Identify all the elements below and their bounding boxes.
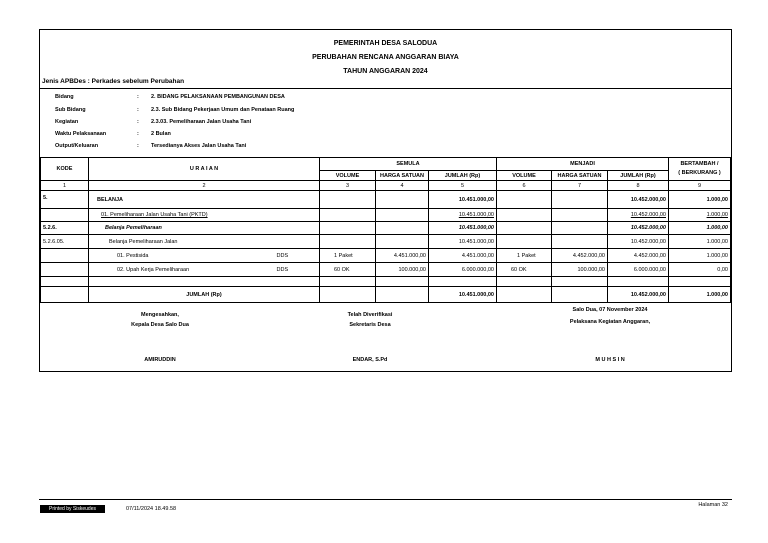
row-menjadi-jumlah: 10.452.000,00 bbox=[608, 222, 669, 235]
empty-cell bbox=[41, 287, 89, 303]
column-number-row bbox=[41, 181, 731, 191]
info-value: Tersedianya Akses Jalan Usaha Tani bbox=[151, 143, 247, 149]
row-uraian: BELANJA bbox=[89, 191, 320, 209]
col-number: 3 bbox=[320, 181, 376, 191]
col-number: 1 bbox=[41, 181, 89, 191]
row-semula-jumlah: 4.451.000,00 bbox=[429, 249, 497, 263]
signature-left-name: AMIRUDDIN bbox=[144, 357, 176, 363]
row-kode: 5.2.6.05. bbox=[41, 235, 89, 249]
signature-right-date: Salo Dua, 07 November 2024 bbox=[572, 307, 648, 313]
empty-cell bbox=[376, 209, 429, 222]
row-semula-harga: 100.000,00 bbox=[376, 263, 429, 277]
table-row bbox=[41, 222, 731, 235]
row-menjadi-volume: 60 OK bbox=[497, 263, 552, 277]
footer-divider bbox=[39, 499, 732, 500]
col-number: 9 bbox=[669, 181, 731, 191]
signature-mid-title1: Telah Diverifikasi bbox=[347, 312, 393, 318]
row-menjadi-jumlah: 10.452.000,00 bbox=[608, 235, 669, 249]
row-uraian: 01. Pestisida bbox=[89, 249, 275, 263]
signature-right-name: M U H S I N bbox=[595, 357, 625, 363]
col-menjadi: MENJADI bbox=[497, 158, 669, 171]
divider bbox=[40, 88, 731, 89]
empty-cell bbox=[320, 222, 376, 235]
signature-left-title2: Kepala Desa Salo Dua bbox=[131, 322, 189, 328]
empty-cell bbox=[320, 287, 376, 303]
header-line-1: PEMERINTAH DESA SALODUA bbox=[333, 40, 438, 47]
row-uraian: 02. Upah Kerja Pemeliharaan bbox=[89, 263, 275, 277]
info-key: Kegiatan bbox=[55, 119, 79, 125]
row-semula-volume: 60 OK bbox=[320, 263, 376, 277]
empty-cell bbox=[376, 287, 429, 303]
empty-cell bbox=[497, 191, 552, 209]
row-semula-jumlah: 10.451.000,00 bbox=[429, 209, 497, 222]
total-label: JUMLAH (Rp) bbox=[89, 287, 320, 303]
empty-cell bbox=[376, 235, 429, 249]
print-datetime: 07/11/2024 18.49.58 bbox=[126, 506, 177, 512]
page-number: Halaman 32 bbox=[698, 502, 728, 508]
table-row bbox=[41, 249, 731, 263]
document-frame bbox=[39, 29, 732, 372]
row-semula-jumlah: 10.451.000,00 bbox=[429, 235, 497, 249]
signature-left-title1: Mengesahkan, bbox=[141, 312, 179, 318]
header-line-2: PERUBAHAN RENCANA ANGGARAN BIAYA bbox=[312, 54, 459, 61]
info-key: Bidang bbox=[55, 94, 74, 100]
col-number: 2 bbox=[89, 181, 320, 191]
total-menjadi-jumlah: 10.452.000,00 bbox=[608, 287, 669, 303]
col-menjadi-harga: HARGA SATUAN bbox=[552, 171, 608, 181]
col-bertambah-line1: BERTAMBAH / bbox=[680, 161, 719, 167]
budget-table bbox=[40, 157, 731, 303]
row-semula-volume: 1 Paket bbox=[320, 249, 376, 263]
signature-mid-title2: Sekretaris Desa bbox=[349, 322, 391, 328]
total-selisih: 1.000,00 bbox=[669, 287, 731, 303]
empty-cell bbox=[497, 287, 552, 303]
row-menjadi-jumlah: 10.452.000,00 bbox=[608, 209, 669, 222]
info-value: 2 Bulan bbox=[151, 131, 171, 137]
empty-cell bbox=[497, 235, 552, 249]
col-semula-harga: HARGA SATUAN bbox=[376, 171, 429, 181]
info-key: Waktu Pelaksanaan bbox=[55, 131, 107, 137]
spacer-row bbox=[41, 277, 731, 287]
header-line-3: TAHUN ANGGARAN 2024 bbox=[343, 68, 428, 75]
info-colon: : bbox=[137, 107, 139, 113]
signature-mid-name: ENDAR, S.Pd bbox=[352, 357, 388, 363]
col-semula: SEMULA bbox=[320, 158, 497, 171]
row-kode: 5. bbox=[41, 191, 89, 209]
total-row bbox=[41, 287, 731, 303]
col-number: 4 bbox=[376, 181, 429, 191]
col-bertambah bbox=[669, 158, 731, 181]
row-selisih: 1.000,00 bbox=[669, 191, 731, 209]
row-semula-jumlah: 10.451.000,00 bbox=[429, 191, 497, 209]
empty-cell bbox=[320, 235, 376, 249]
col-semula-jumlah: JUMLAH (Rp) bbox=[429, 171, 497, 181]
row-selisih: 1.000,00 bbox=[669, 249, 731, 263]
table-row bbox=[41, 263, 731, 277]
row-menjadi-jumlah: 10.452.000,00 bbox=[608, 191, 669, 209]
row-kode: 5.2.6. bbox=[41, 222, 89, 235]
info-key: Output/Keluaran bbox=[55, 143, 99, 149]
col-number: 8 bbox=[608, 181, 669, 191]
row-selisih: 1.000,00 bbox=[669, 222, 731, 235]
info-value: 2.3.03. Pemeliharaan Jalan Usaha Tani bbox=[151, 119, 252, 125]
col-uraian: U R A I A N bbox=[89, 158, 320, 181]
info-colon: : bbox=[137, 131, 139, 137]
info-value: 2.3. Sub Bidang Pekerjaan Umum dan Penataan Ruang bbox=[151, 107, 295, 113]
jenis-apbdes: Jenis APBDes : Perkades sebelum Perubahan bbox=[42, 78, 185, 85]
row-uraian: Belanja Pemeliharaan bbox=[89, 222, 320, 235]
row-menjadi-harga: 4.452.000,00 bbox=[552, 249, 608, 263]
row-semula-jumlah: 10.451.000,00 bbox=[429, 222, 497, 235]
table-row bbox=[41, 191, 731, 209]
col-number: 7 bbox=[552, 181, 608, 191]
row-selisih: 1.000,00 bbox=[669, 209, 731, 222]
total-semula-jumlah: 10.451.000,00 bbox=[429, 287, 497, 303]
info-value: 2. BIDANG PELAKSANAAN PEMBANGUNAN DESA bbox=[151, 94, 285, 100]
empty-cell bbox=[497, 209, 552, 222]
row-uraian: Belanja Pemeliharaan Jalan bbox=[89, 235, 320, 249]
row-menjadi-jumlah: 6.000.000,00 bbox=[608, 263, 669, 277]
row-sumber: DDS bbox=[275, 263, 320, 277]
col-bertambah-line2: ( BERKURANG ) bbox=[678, 170, 721, 176]
col-menjadi-volume: VOLUME bbox=[497, 171, 552, 181]
empty-cell bbox=[497, 222, 552, 235]
info-colon: : bbox=[137, 143, 139, 149]
col-menjadi-jumlah: JUMLAH (Rp) bbox=[608, 171, 669, 181]
col-kode: KODE bbox=[41, 158, 89, 181]
empty-cell bbox=[552, 287, 608, 303]
info-colon: : bbox=[137, 119, 139, 125]
row-selisih: 0,00 bbox=[669, 263, 731, 277]
row-semula-harga: 4.451.000,00 bbox=[376, 249, 429, 263]
empty-cell bbox=[320, 209, 376, 222]
row-selisih: 1.000,00 bbox=[669, 235, 731, 249]
empty-cell bbox=[376, 222, 429, 235]
row-menjadi-jumlah: 4.452.000,00 bbox=[608, 249, 669, 263]
signature-right-title: Pelaksana Kegiatan Anggaran, bbox=[569, 319, 651, 325]
empty-cell bbox=[552, 235, 608, 249]
empty-cell bbox=[552, 209, 608, 222]
info-key: Sub Bidang bbox=[55, 107, 86, 113]
printed-by-badge: Printed by Siskeudes bbox=[40, 505, 105, 513]
row-semula-jumlah: 6.000.000,00 bbox=[429, 263, 497, 277]
info-colon: : bbox=[137, 94, 139, 100]
row-uraian: 01. Pemeliharaan Jalan Usaha Tani (PKTD) bbox=[89, 209, 320, 222]
empty-cell bbox=[552, 222, 608, 235]
empty-cell bbox=[320, 191, 376, 209]
table-row bbox=[41, 209, 731, 222]
table-row bbox=[41, 235, 731, 249]
empty-cell bbox=[41, 209, 89, 222]
row-sumber: DDS bbox=[275, 249, 320, 263]
empty-cell bbox=[41, 263, 89, 277]
empty-cell bbox=[41, 249, 89, 263]
col-semula-volume: VOLUME bbox=[320, 171, 376, 181]
row-menjadi-harga: 100.000,00 bbox=[552, 263, 608, 277]
row-menjadi-volume: 1 Paket bbox=[497, 249, 552, 263]
empty-cell bbox=[376, 191, 429, 209]
col-number: 5 bbox=[429, 181, 497, 191]
empty-cell bbox=[552, 191, 608, 209]
col-number: 6 bbox=[497, 181, 552, 191]
